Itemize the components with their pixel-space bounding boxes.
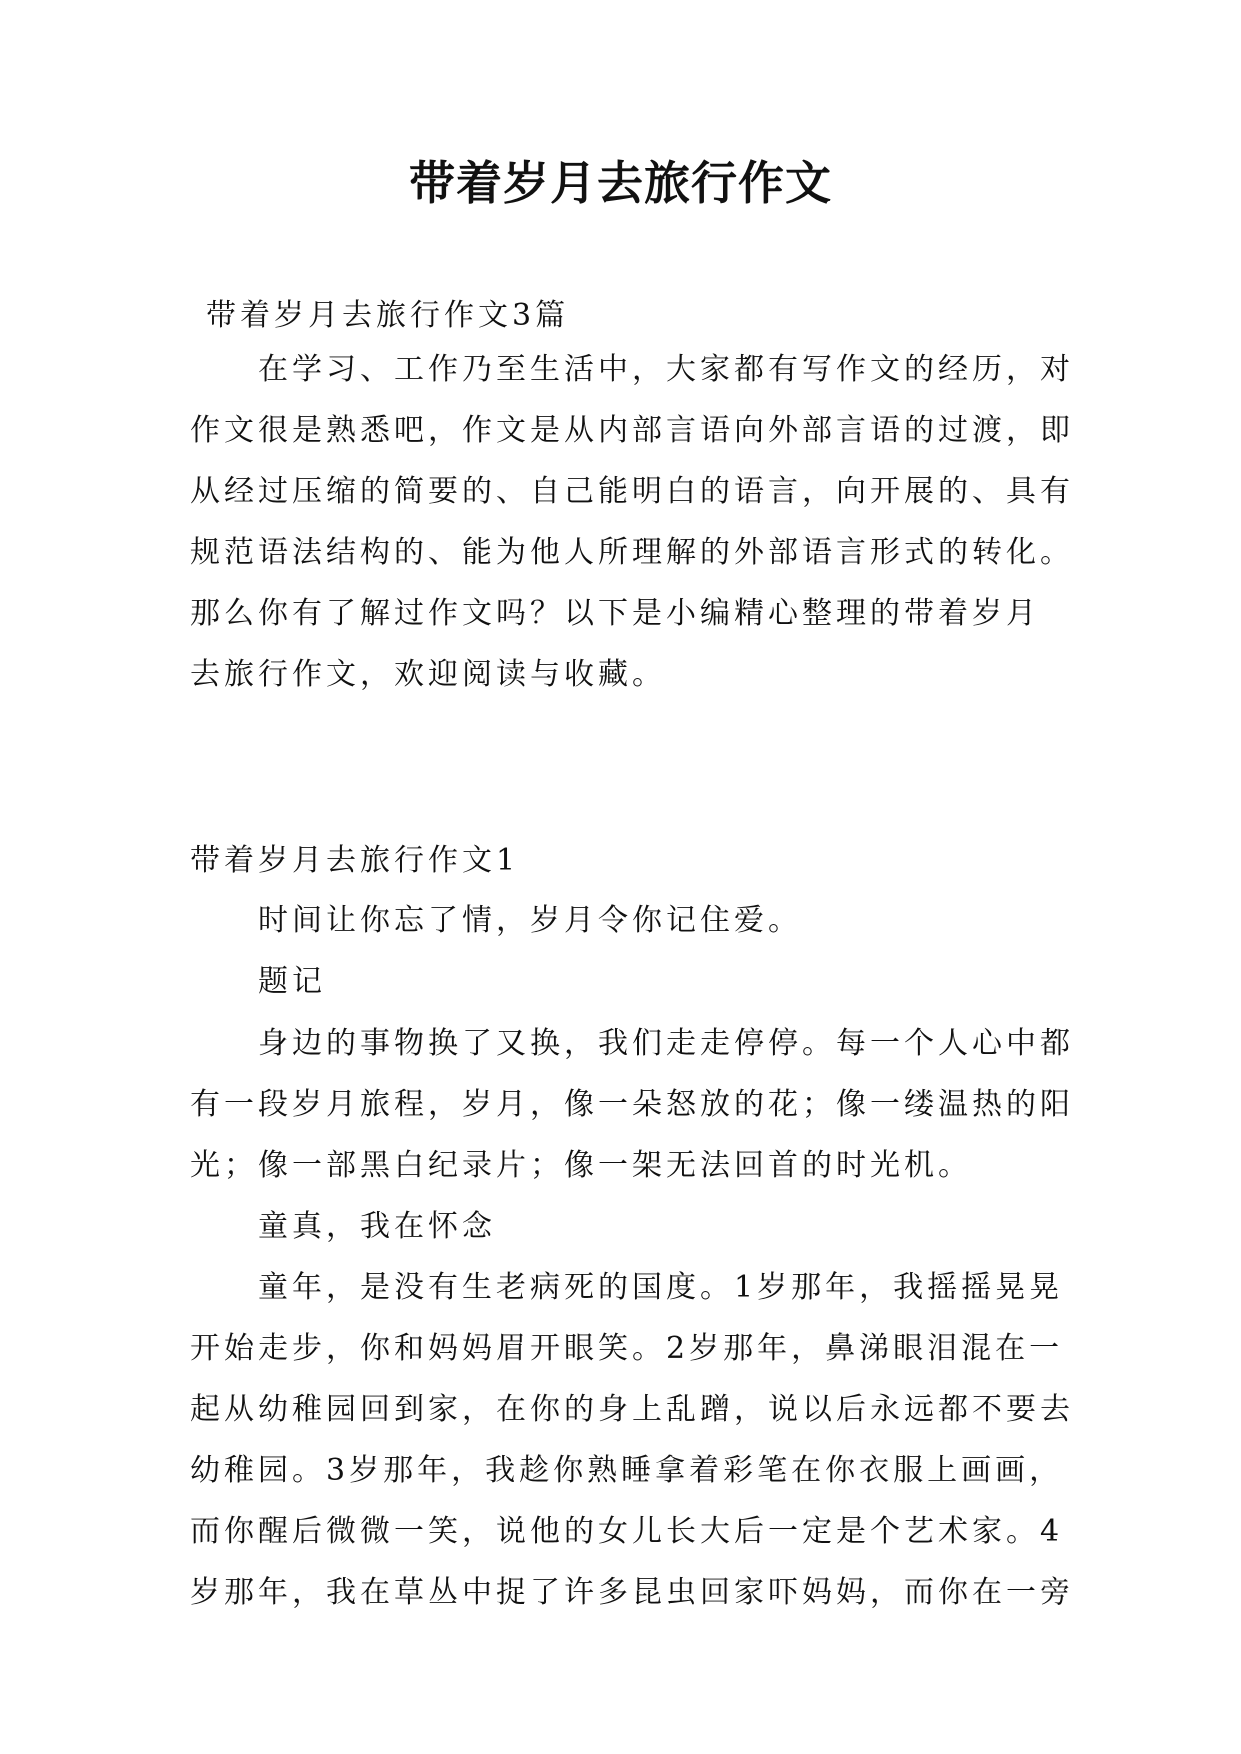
quote-line: 时间让你忘了情，岁月令你记住爱。	[258, 903, 802, 938]
paragraph-line: 光；像一部黑白纪录片；像一架无法回首的时光机。	[190, 1148, 972, 1183]
intro-line: 从经过压缩的简要的、自己能明白的语言，向开展的、具有	[190, 474, 1074, 509]
paragraph-line: 幼稚园。3岁那年，我趁你熟睡拿着彩笔在你衣服上画画，	[190, 1453, 1064, 1488]
paragraph-line: 岁那年，我在草丛中捉了许多昆虫回家吓妈妈，而你在一旁	[190, 1575, 1074, 1610]
paragraph-line: 有一段岁月旅程，岁月，像一朵怒放的花；像一缕温热的阳	[190, 1087, 1074, 1122]
paragraph-line: 而你醒后微微一笑，说他的女儿长大后一定是个艺术家。4	[190, 1514, 1064, 1549]
intro-line: 那么你有了解过作文吗？以下是小编精心整理的带着岁月	[190, 596, 1040, 631]
intro-line: 作文很是熟悉吧，作文是从内部言语向外部言语的过渡，即	[190, 413, 1074, 448]
intro-line: 在学习、工作乃至生活中，大家都有写作文的经历，对	[258, 352, 1074, 387]
paragraph-line: 身边的事物换了又换，我们走走停停。每一个人心中都	[258, 1026, 1074, 1061]
paragraph-line: 童年，是没有生老病死的国度。1岁那年，我摇摇晃晃	[258, 1270, 1064, 1305]
paragraph-line: 起从幼稚园回到家，在你的身上乱蹭，说以后永远都不要去	[190, 1392, 1074, 1427]
essay-heading: 带着岁月去旅行作文1	[190, 843, 520, 878]
intro-heading: 带着岁月去旅行作文3篇	[206, 298, 570, 333]
intro-line: 去旅行作文，欢迎阅读与收藏。	[190, 657, 666, 692]
document-title: 带着岁月去旅行作文	[409, 156, 832, 210]
section-heading: 童真，我在怀念	[258, 1209, 496, 1244]
quote-label: 题记	[258, 964, 326, 999]
paragraph-line: 开始走步，你和妈妈眉开眼笑。2岁那年，鼻涕眼泪混在一	[190, 1331, 1064, 1366]
intro-line: 规范语法结构的、能为他人所理解的外部语言形式的转化。	[190, 535, 1074, 570]
